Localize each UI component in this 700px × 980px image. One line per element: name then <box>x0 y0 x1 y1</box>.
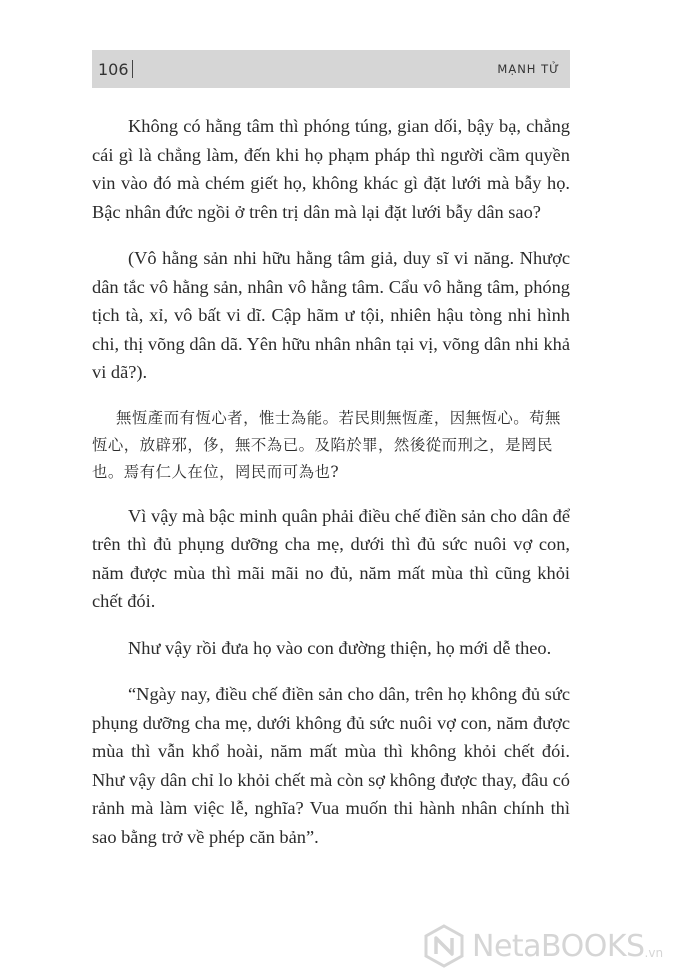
paragraph-5: Như vậy rồi đưa họ vào con đường thiện, họ mới dễ theo. <box>128 637 552 658</box>
page-number: 106 <box>98 60 129 79</box>
chinese-original-text: 無恆產而有恆心者，惟士為能。若民則無恆產，因無恆心。苟無恆心，放辟邪，侈，無不為已。及陷於罪，然後從而刑之，是罔民也。焉有仁人在位，罔民而可為也? <box>92 408 561 481</box>
running-header <box>92 50 570 88</box>
header-divider <box>132 60 133 78</box>
paragraph-transliteration: (Vô hằng sản nhi hữu hằng tâm giả, duy sĩ vi năng. Nhược dân tắc vô hằng sản, nhân vô hằng tâm. Cẩu vô hằng tâm, phóng tịch tà, xỉ, vô bất vi dĩ. Cập hãm ư tội, nhiên hậu tòng nhi hình chi, thị võng dân dã. Yên hữu nhân nhân tại vị, võng dân nhi khả vi dã?). <box>92 248 570 382</box>
paragraph-4: Vì vậy mà bậc minh quân phải điều chế điền sản cho dân để trên thì đủ phụng dưỡng cha mẹ, dưới thì đủ sức nuôi vợ con, năm được mùa thì mãi mãi no đủ, năm mất mùa thì cũng khỏi chết đói. <box>92 505 570 611</box>
watermark-brand: NetaBOOKS <box>472 928 645 964</box>
paragraph-1: Không có hằng tâm thì phóng túng, gian dối, bậy bạ, chẳng cái gì là chẳng làm, đến khi họ phạm pháp thì người cầm quyền vin vào đó mà chém giết họ, không khác gì đặt lưới mà bẫy họ. Bậc nhân đức ngồi ở trên trị dân mà lại đặt lưới bẫy dân sao? <box>92 116 570 222</box>
book-title: MẠNH TỬ <box>497 62 560 76</box>
watermark-suffix: .vn <box>644 946 664 960</box>
netabooks-logo-icon <box>422 924 466 968</box>
paragraph-quote: “Ngày nay, điều chế điền sản cho dân, trên họ không đủ sức phụng dưỡng cha mẹ, dưới không đủ sức nuôi vợ con, năm được mùa thì vẫn khổ hoài, năm mất mùa thì không khỏi chết đói. Như vậy dân chỉ lo khỏi chết mà còn sợ không được thay, đâu có rảnh mà làm việc lễ, nghĩa? Vua muốn thi hành nhân chính thì sao bằng trở về phép căn bản”. <box>92 684 570 847</box>
page-body <box>92 112 570 869</box>
watermark <box>422 922 694 970</box>
